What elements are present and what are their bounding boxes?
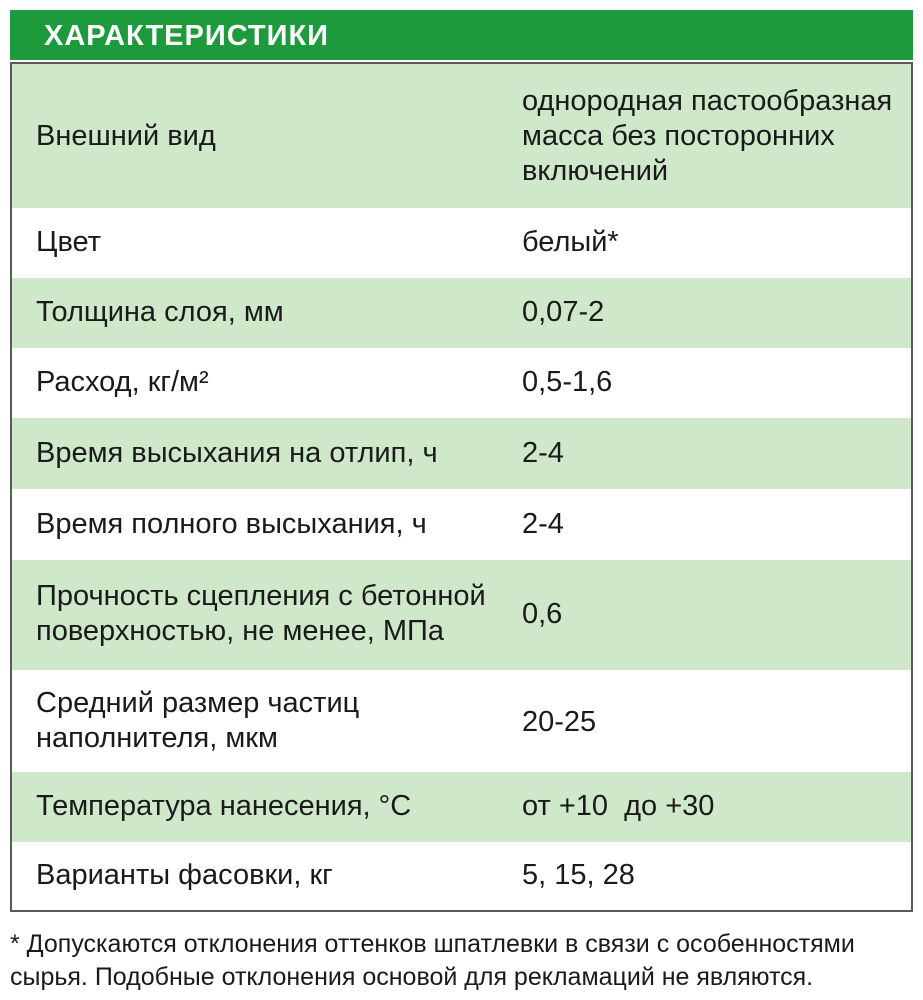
table-row (12, 560, 911, 670)
property-name: Толщина слоя, мм (36, 296, 284, 328)
table-row (12, 842, 911, 910)
property-name: Время высыхания на отлип, ч (36, 437, 438, 469)
section-header (10, 10, 913, 60)
table-row (12, 418, 911, 489)
footnote: * Допускаются отклонения оттенков шпатлевки в связи с особенностями сырья. Подобные отклонения основой для рекламаций не являются. (10, 930, 855, 991)
table-row (12, 772, 911, 842)
property-value: белый* (522, 226, 619, 258)
property-value: 0,07-2 (522, 296, 605, 328)
property-name: Прочность сцепления с бетонной поверхностью, не менее, МПа (36, 580, 486, 647)
property-value: 5, 15, 28 (522, 859, 635, 891)
table-row (12, 208, 911, 278)
property-name: Внешний вид (36, 120, 216, 152)
property-name: Средний размер частиц наполнителя, мкм (36, 687, 360, 754)
property-value: от +10 до +30 (522, 790, 715, 822)
property-value: 20-25 (522, 706, 597, 738)
table-row (12, 489, 911, 560)
property-name: Температура нанесения, °С (36, 790, 412, 822)
property-name: Время полного высыхания, ч (36, 508, 427, 540)
table-row (12, 278, 911, 348)
table-row (12, 64, 911, 208)
property-name: Расход, кг/м² (36, 366, 209, 398)
property-value: 2-4 (522, 508, 564, 540)
property-value: 0,6 (522, 598, 563, 630)
table-row (12, 348, 911, 418)
property-value: однородная пастообразная масса без посторонних включений (522, 85, 893, 187)
characteristics-table (10, 62, 913, 912)
property-name: Цвет (36, 226, 101, 258)
property-name: Варианты фасовки, кг (36, 859, 333, 891)
section-title: ХАРАКТЕРИСТИКИ (44, 20, 330, 52)
table-row (12, 670, 911, 772)
property-value: 0,5-1,6 (522, 366, 613, 398)
property-value: 2-4 (522, 437, 564, 469)
